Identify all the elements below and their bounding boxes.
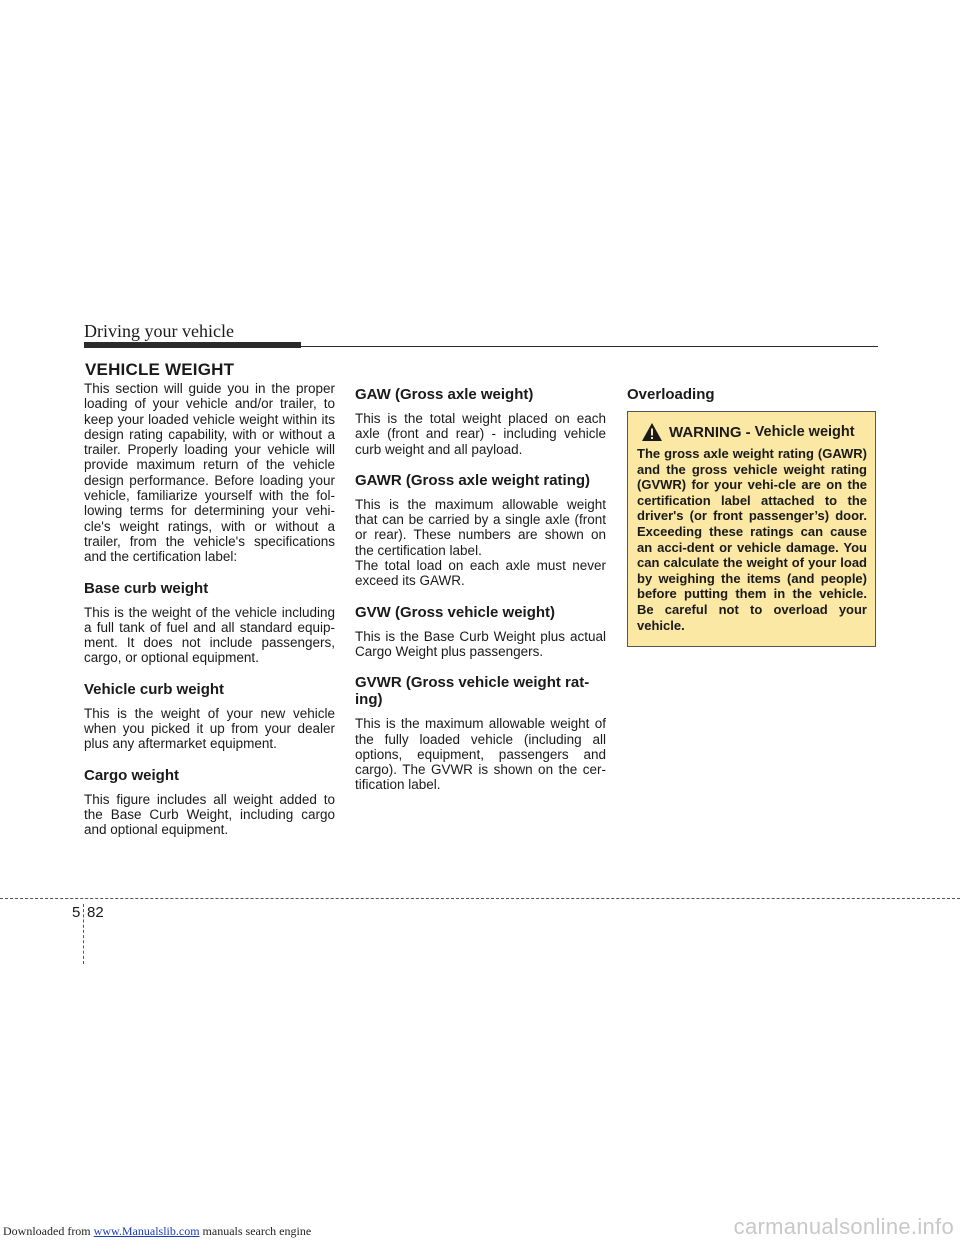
gvw-heading: GVW (Gross vehicle weight) xyxy=(355,603,556,621)
column-3 xyxy=(627,386,878,647)
download-note-prefix: Downloaded from xyxy=(3,1224,94,1238)
cargo-heading: Cargo weight xyxy=(84,766,180,784)
manualslib-link[interactable]: www.Manualslib.com xyxy=(93,1224,200,1238)
page-title: VEHICLE WEIGHT xyxy=(85,360,235,379)
base-curb-text: This is the weight of the vehicle including a full tank of fuel and all standard equip-ment. It does not include passengers, cargo, or optional equipment. xyxy=(84,604,335,666)
warning-triangle-icon xyxy=(641,422,663,442)
gaw-text: This is the total weight placed on each axle (front and rear) - including vehicle curb weight and all payload. xyxy=(355,411,606,457)
base-curb-heading: Base curb weight xyxy=(84,579,209,597)
gaw-heading: GAW (Gross axle weight) xyxy=(355,386,534,403)
intro-paragraph: This section will guide you in the proper loading of your vehicle and/or trailer, to keep your loaded vehicle weight within its design rating capability, with or without a trailer. Properly loading your vehicle will provide maximum return of the vehicle design performance. Before loading your vehicle, familiarize yourself with the fol-lowing terms for determining your vehi-cle's weight ratings, with or without a trailer, from the vehicle's specifications and the certification label: xyxy=(84,381,335,565)
warning-label: WARNING - xyxy=(669,423,751,441)
chapter-number: 5 xyxy=(72,904,81,921)
vehicle-curb-text: This is the weight of your new vehicle when you picked it up from your dealer plus any aftermarket equipment. xyxy=(84,705,335,752)
cargo-text: This figure includes all weight added to the Base Curb Weight, including cargo and optional equipment. xyxy=(84,791,335,838)
warning-title-row xyxy=(641,422,867,442)
download-note xyxy=(3,1224,311,1239)
column-1 xyxy=(84,381,335,838)
vehicle-curb-heading: Vehicle curb weight xyxy=(84,680,225,698)
section-title: Driving your vehicle xyxy=(84,321,234,341)
gawr-text-2: The total load on each axle must never exceed its GAWR. xyxy=(355,558,606,589)
footer-divider xyxy=(0,898,960,899)
warning-subject: Vehicle weight xyxy=(754,424,855,440)
column-2 xyxy=(355,386,606,793)
download-note-suffix: manuals search engine xyxy=(199,1224,312,1238)
gvw-text: This is the Base Curb Weight plus actual Cargo Weight plus passengers. xyxy=(355,628,606,659)
gawr-heading: GAWR (Gross axle weight rating) xyxy=(355,471,591,489)
warning-box xyxy=(627,411,876,647)
footer-vertical-divider xyxy=(83,904,84,964)
header-rule xyxy=(84,346,878,347)
watermark: carmanualsonline.info xyxy=(733,1214,954,1239)
page-number: 82 xyxy=(87,904,104,921)
warning-text: The gross axle weight rating (GAWR) and the gross vehicle weight rating (GVWR) for your vehi-cle are on the certification label attached to the driver's (or front passenger’s) door. Exceeding these ratings can cause an acci-dent or vehicle damage. You can calculate the weight of your load by weighing the items (and people) before putting them in the vehicle. Be careful not to overload your vehicle. xyxy=(637,446,867,633)
gvwr-text: This is the maximum allowable weight of the fully loaded vehicle (including all options, equipment, passengers and cargo). The GVWR is shown on the cer-tification label. xyxy=(355,716,606,793)
gawr-text-1: This is the maximum allowable weight that can be carried by a single axle (front or rear). These numbers are shown on the certification label. xyxy=(355,496,606,558)
header-bar-accent xyxy=(84,342,301,348)
overloading-heading: Overloading xyxy=(627,386,715,403)
gvwr-heading: GVWR (Gross vehicle weight rat-ing) xyxy=(355,674,590,709)
